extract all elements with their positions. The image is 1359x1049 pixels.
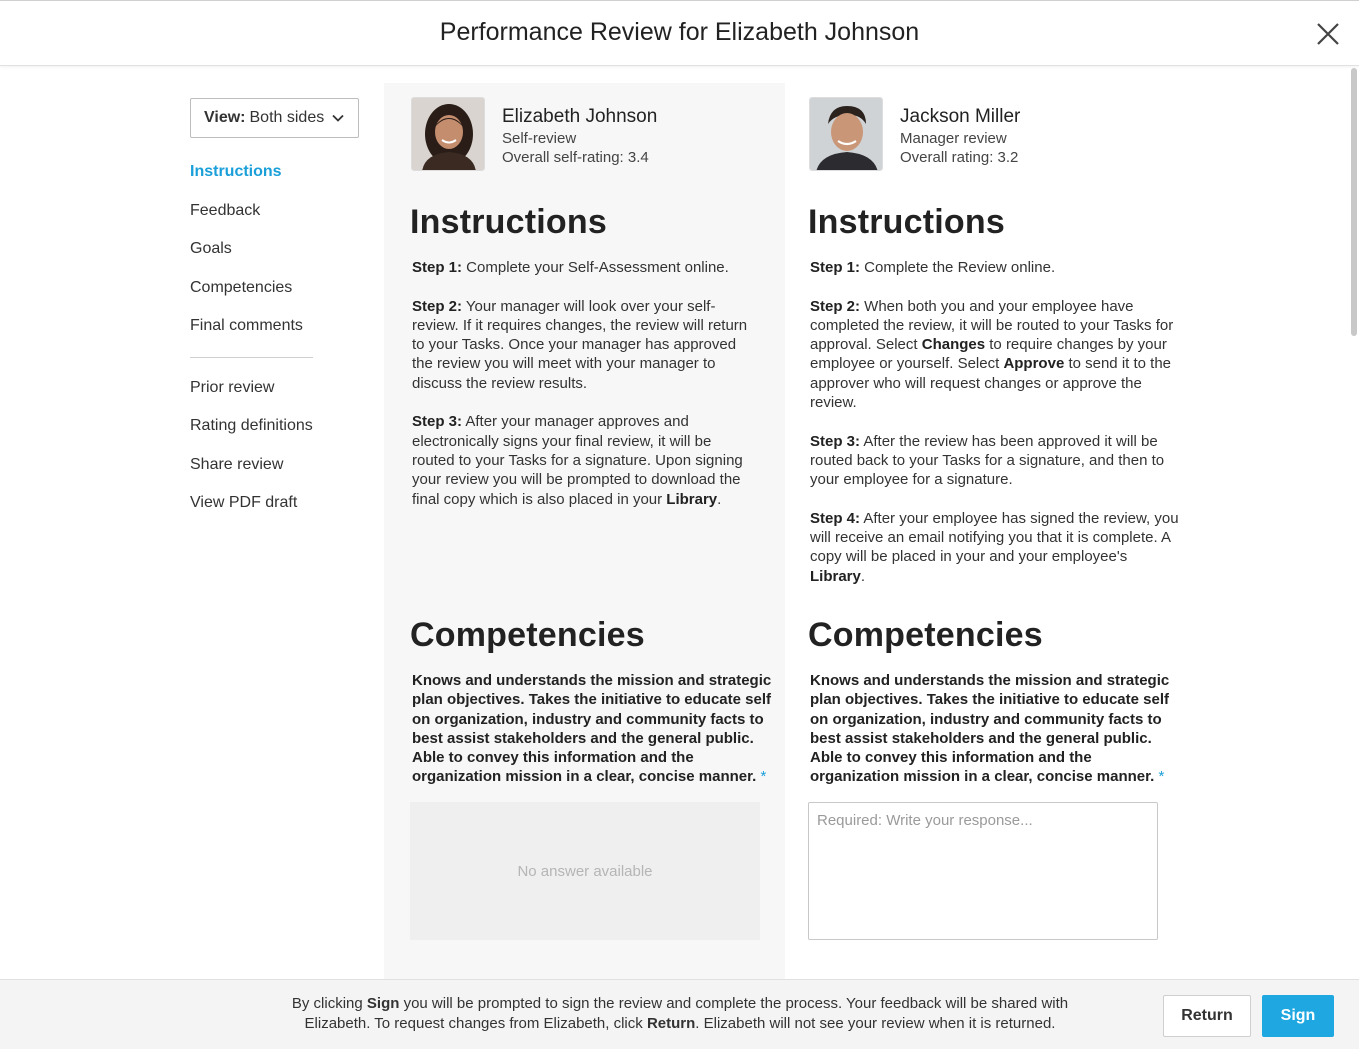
sign-button[interactable]: Sign: [1262, 995, 1334, 1037]
avatar: [809, 97, 883, 171]
view-select-label: View:: [204, 109, 246, 126]
view-select[interactable]: [190, 98, 359, 138]
instructions-heading: Instructions: [410, 203, 607, 241]
sidebar-item-rating-definitions[interactable]: Rating definitions: [190, 417, 313, 434]
step-4: Step 4: After your employee has signed the review, you will receive an email notifying you that it is complete. A copy will be placed in your and your employee's Library.: [810, 509, 1179, 585]
no-answer-box: No answer available: [410, 802, 760, 940]
avatar: [411, 97, 485, 171]
sidebar-item-competencies[interactable]: Competencies: [190, 278, 293, 296]
close-icon[interactable]: [1315, 21, 1341, 47]
nav-divider: [190, 357, 313, 358]
chevron-down-icon: [331, 111, 345, 125]
sidebar-item-instructions[interactable]: Instructions: [190, 163, 282, 180]
return-button[interactable]: Return: [1163, 995, 1251, 1037]
scrollbar[interactable]: [1351, 68, 1357, 336]
sidebar-item-prior-review[interactable]: Prior review: [190, 378, 275, 396]
response-input[interactable]: [808, 802, 1158, 940]
sidebar-item-feedback[interactable]: Feedback: [190, 201, 261, 219]
step-2: Step 2: Your manager will look over your self-review. If it requires changes, the review will return to your Tasks. Once your manager has approved the review you will meet with your manager to discuss the review results.: [412, 297, 748, 392]
manager-header: [809, 97, 1020, 171]
competencies-heading: Competencies: [808, 616, 1043, 654]
step-1: Step 1: Complete the Review online.: [810, 259, 1056, 276]
action-footer: [0, 979, 1359, 1049]
sidebar-item-final-comments[interactable]: Final comments: [190, 317, 303, 334]
manager-review-column: [785, 83, 1186, 983]
competencies-heading: Competencies: [410, 616, 645, 654]
employee-name: Elizabeth Johnson: [502, 106, 658, 127]
self-review-column: [384, 83, 785, 983]
modal-header: [0, 0, 1359, 66]
step-3: Step 3: After the review has been approved it will be routed back to your Tasks for a signature, and then to your employee for a signature.: [810, 432, 1165, 489]
review-type: Self-review: [502, 130, 577, 147]
sidebar-item-share-review[interactable]: Share review: [190, 455, 284, 473]
review-type: Manager review: [900, 130, 1007, 147]
footer-message: By clicking Sign you will be prompted to sign the review and complete the process. Your feedback will be shared with Elizabeth. To request changes from Elizabeth, click Return. Elizabeth will not see your review when it is returned.: [291, 995, 1069, 1032]
overall-rating: Overall rating: 3.2: [900, 149, 1019, 166]
section-nav: [190, 162, 360, 532]
competency-description: Knows and understands the mission and strategic plan objectives. Takes the initiative to educate self on organization, industry and community facts to best assist stakeholders and the general public. Able to convey this information and the organization mission in a clear, concise manner. *: [810, 672, 1170, 786]
sidebar-item-goals[interactable]: Goals: [190, 240, 232, 257]
overall-rating: Overall self-rating: 3.4: [502, 149, 649, 166]
instructions-steps: [412, 258, 757, 528]
required-marker: *: [760, 768, 767, 786]
required-marker: *: [1158, 768, 1165, 786]
step-2: Step 2: When both you and your employee have completed the review, it will be routed to your Tasks for approval. Select Changes to require changes by your employee or yourself. Select Approve to send it to the approver who will request changes or approve the review.: [810, 297, 1174, 412]
step-1: Step 1: Complete your Self-Assessment online.: [412, 259, 729, 276]
step-3: Step 3: After your manager approves and electronically signs your final review, it will be routed to your Tasks for a signature. Upon signing your review you will be prompted to download the final copy which is also placed in your Library.: [412, 413, 743, 508]
instructions-heading: Instructions: [808, 203, 1005, 241]
instructions-steps: [810, 258, 1180, 605]
sidebar: [190, 98, 360, 532]
page-title: Performance Review for Elizabeth Johnson: [439, 18, 920, 46]
competency-description: Knows and understands the mission and strategic plan objectives. Takes the initiative to educate self on organization, industry and community facts to best assist stakeholders and the general public. Able to convey this information and the organization mission in a clear, concise manner. *: [412, 672, 772, 786]
manager-name: Jackson Miller: [900, 106, 1021, 127]
view-select-value: Both sides: [249, 109, 325, 126]
employee-header: [411, 97, 657, 171]
sidebar-item-view-pdf-draft[interactable]: View PDF draft: [190, 494, 298, 511]
